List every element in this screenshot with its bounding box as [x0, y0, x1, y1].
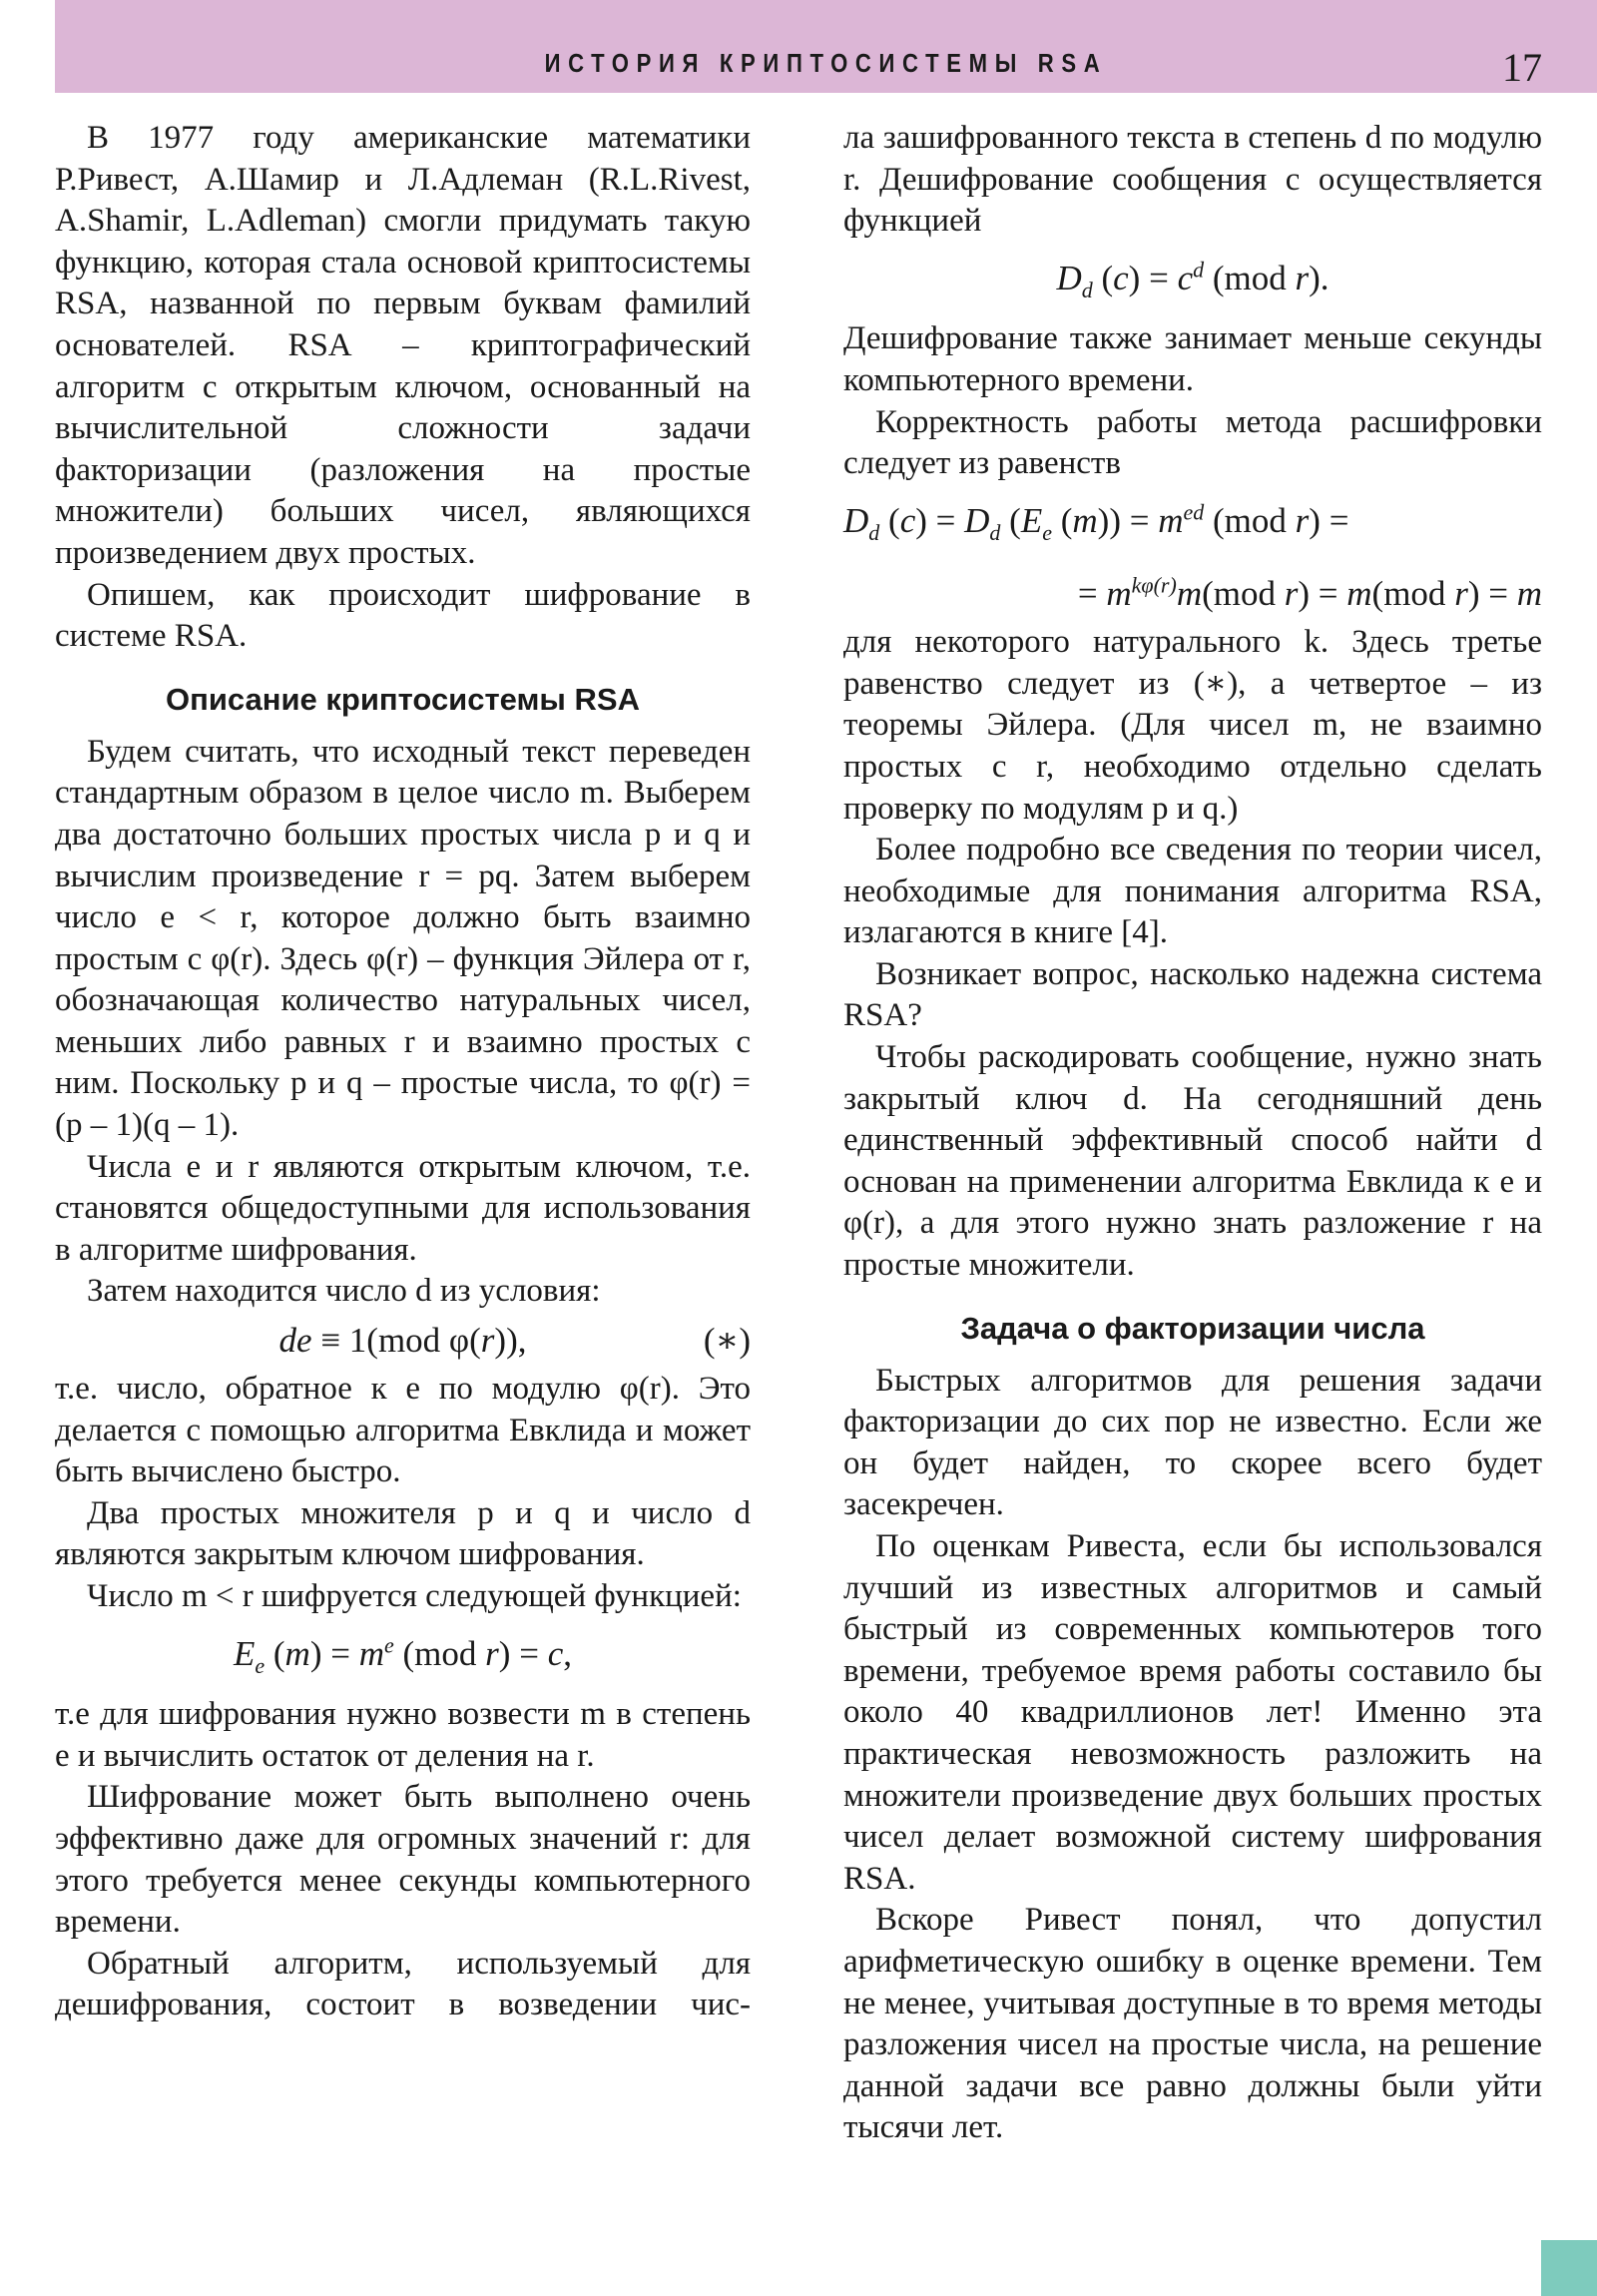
paragraph: Шифрование может быть выполнено очень эффективно даже для огромных значений r: для этого требуется менее секунды компьютерного времени. [55, 1779, 751, 1941]
formula-token: ( [265, 1634, 285, 1674]
formula-token: ). [1309, 259, 1330, 298]
paragraph: Корректность работы метода расшифровки следует из равенств [843, 403, 1542, 482]
formula-token: d [1193, 257, 1205, 283]
formula-token: m [358, 1634, 385, 1674]
formula-token: kφ(r) [1131, 572, 1177, 598]
formula-token: ed [1183, 499, 1205, 525]
paragraph: В 1977 году американские математики Р.Ривест, А.Шамир и Л.Адлеман (R.L.Rivest, A.Shamir, L.Adleman) смогли придумать такую функцию, которая стала основой криптосистемы RSA, названной по первым буквам фамилий основателей. RSA – криптографический алгоритм с открытым ключом, основанный на вычислительной сложности задачи факторизации (разложения на простые множители) больших чисел, являющихся произведением двух простых. [55, 120, 751, 571]
paragraph: т.е. число, обратное к e по модулю φ(r). Это делается с помощью алгоритма Евклида и может быть вычислено быстро. [55, 1371, 751, 1490]
formula-token: m [1176, 574, 1203, 614]
formula-token: m [1158, 501, 1184, 541]
paragraph: Число m < r шифруется следующей функцией: [87, 1578, 742, 1614]
formula-token: D [1056, 259, 1082, 298]
formula-token: r [485, 1634, 499, 1674]
formula-token: E [233, 1634, 256, 1674]
formula-token: )) = [1097, 501, 1159, 541]
formula-token: c [1177, 259, 1194, 298]
formula-token: (mod [1371, 574, 1455, 614]
formula-token: m [1072, 501, 1098, 541]
paragraph: Два простых множителя p и q и число d являются закрытым ключом шифрования. [55, 1494, 751, 1573]
paragraph: Опишем, как происходит шифрование в системе RSA. [55, 576, 751, 655]
formula-token: (mod [1204, 259, 1296, 298]
formula-token: D [843, 501, 869, 541]
formula-token: m [284, 1634, 310, 1674]
paragraph: Затем находится число d из условия: [87, 1273, 601, 1310]
formula-token: ) = [1298, 574, 1347, 614]
paragraph: Дешифрование также занимает меньше секунды компьютерного времени. [843, 320, 1542, 399]
formula-token: ( [1092, 259, 1114, 298]
formula-token: r [480, 1321, 495, 1361]
formula-token: r [1295, 501, 1310, 541]
formula-token: E [1020, 501, 1043, 541]
page-number: 17 [1502, 45, 1542, 90]
formula-token: e [1042, 520, 1052, 546]
formula-token: (mod [393, 1634, 486, 1674]
formula-token: ( [1000, 501, 1021, 541]
left-column [55, 118, 751, 2026]
paragraph: Будем считать, что исходный текст переведен стандартным образом в целое число m. Выберем два достаточно больших простых числа p и q и вычислим произведение r = pq. Затем выберем число e < r, которое должно быть взаимно простым с φ(r). Здесь φ(r) – функция Эйлера от r, обозначающая количество натуральных чисел, меньших либо равных r и взаимно простых с ним. Поскольку p и q – простые числа, то φ(r) = (p – 1)(q – 1). [55, 733, 751, 1144]
formula-token: = [1077, 574, 1107, 614]
formula-tag: (∗) [703, 1321, 751, 1361]
paragraph: т.е для шифрования нужно возвести m в степень e и вычислить остаток от деления на r. [55, 1696, 751, 1774]
formula-token: r [1454, 574, 1468, 614]
paragraph: Обратный алгоритм, используемый для дешифрования, состоит в возведении чис- [55, 1945, 751, 2023]
paragraph: Вскоре Ривест понял, что допустил арифметическую ошибку в оценке времени. Тем не менее, учитывая доступные в то время методы разложения чисел на простые числа, на решение данной задачи все равно должны были уйти тысячи лет. [843, 1902, 1542, 2146]
formula-token: de [278, 1321, 312, 1361]
formula-token: m [1516, 574, 1542, 614]
formula-token: ) = [1467, 574, 1517, 614]
right-column [843, 118, 1542, 2149]
running-title: ИСТОРИЯ КРИПТОСИСТЕМЫ RSA [544, 48, 1108, 78]
formula-congruence [55, 1317, 751, 1365]
corner-accent-block [1541, 2240, 1597, 2296]
formula-token: ( [879, 501, 900, 541]
formula-token: D [964, 501, 990, 541]
formula-token: ) = [915, 501, 965, 541]
formula-token: d [989, 520, 1001, 546]
formula-token: (mod [1202, 574, 1285, 614]
formula-token: m [1106, 574, 1132, 614]
formula-token: ) = [309, 1634, 359, 1674]
paragraph: Более подробно все сведения по теории чисел, необходимые для понимания алгоритма RSA, излагаются в книге [4]. [843, 832, 1542, 951]
formula-token: ≡ 1(mod φ( [311, 1321, 481, 1361]
formula-token: c [1113, 259, 1129, 298]
formula-token: r [1295, 259, 1310, 298]
formula-token: , [517, 1321, 527, 1361]
formula-token: (mod [1204, 501, 1296, 541]
formula-correctness-line1 [843, 489, 1542, 558]
formula-decryption [843, 247, 1542, 315]
running-header [55, 0, 1597, 93]
paragraph: Числа e и r являются открытым ключом, т.е. становятся общедоступными для использования в алгоритме шифрования. [55, 1148, 751, 1268]
paragraph: По оценкам Ривеста, если бы использовался лучший из известных алгоритмов и самый быстрый из современных компьютеров того времени, требуемое время работы составило бы около 40 квадриллионов лет! Именно эта практическая невозможность разложить на множители произведение двух больших простых чисел делает возможной систему шифрования RSA. [843, 1528, 1542, 1897]
formula-token: r [1284, 574, 1299, 614]
formula-token: e [384, 1632, 394, 1658]
paragraph: Быстрых алгоритмов для решения задачи факторизации до сих пор не известно. Если же он будет найден, то скорее всего будет засекречен. [843, 1362, 1542, 1523]
formula-token: m [1346, 574, 1372, 614]
paragraph: ла зашифрованного текста в степень d по модулю r. Дешифрование сообщения c осуществляется функцией [843, 120, 1542, 240]
paragraph: для некоторого натурального k. Здесь третье равенство следует из (∗), а четвертое – из теоремы Эйлера. (Для чисел m, не взаимно простых с r, необходимо отдельно сделать проверку по модулям p и q.) [843, 624, 1542, 827]
formula-token: d [868, 520, 880, 546]
section-heading: Задача о факторизации числа [960, 1310, 1425, 1346]
formula-correctness-line2 [843, 561, 1542, 618]
formula-token: ( [1051, 501, 1073, 541]
section-heading: Описание криптосистемы RSA [166, 681, 640, 717]
formula-token: c [547, 1634, 564, 1674]
paragraph: Возникает вопрос, насколько надежна система RSA? [843, 955, 1542, 1034]
paragraph: Чтобы раскодировать сообщение, нужно знать закрытый ключ d. На сегодняшний день единственный эффективный способ найти d основан на применении алгоритма Евклида к e и φ(r), а для этого нужно знать разложение r на простые множители. [843, 1039, 1542, 1284]
formula-encryption [55, 1622, 751, 1691]
formula-token: d [1081, 278, 1093, 303]
formula-token: e [255, 1653, 266, 1679]
formula-token: ) = [1309, 501, 1349, 541]
formula-token: , [563, 1634, 572, 1674]
formula-token: ) = [498, 1634, 548, 1674]
formula-token: ) = [1128, 259, 1178, 298]
formula-token: c [899, 501, 916, 541]
formula-token: )) [494, 1321, 518, 1361]
